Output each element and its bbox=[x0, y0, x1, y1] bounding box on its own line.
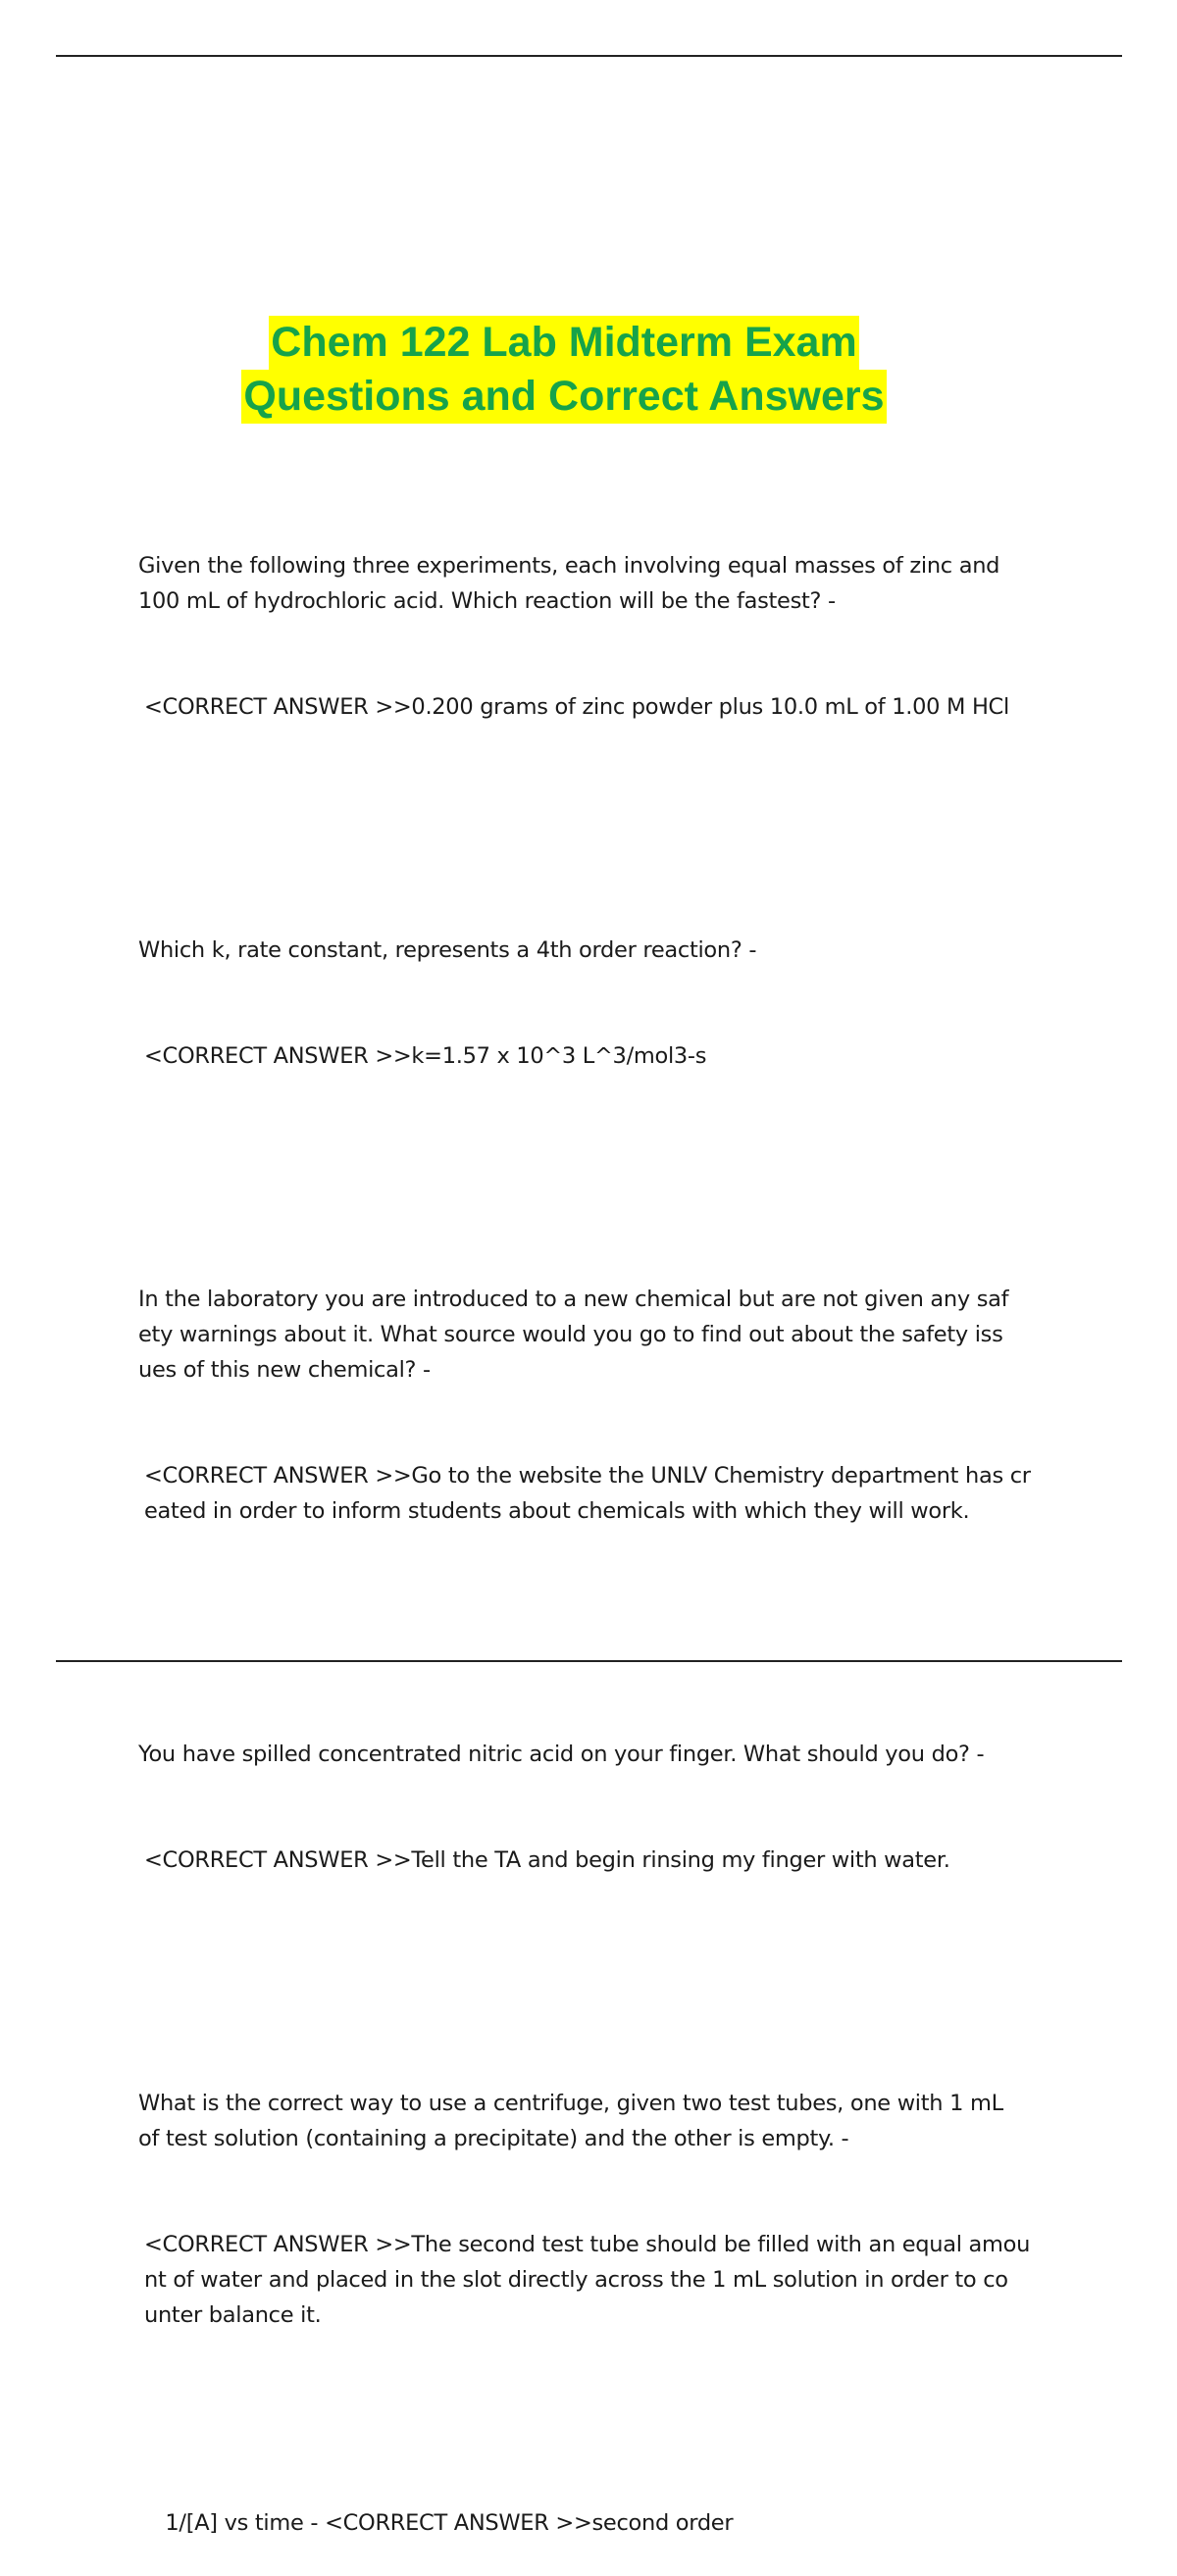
answer-text: <CORRECT ANSWER >>0.200 grams of zinc powder plus 10.0 mL of 1.00 M HCl bbox=[144, 694, 1009, 720]
qa-item bbox=[138, 478, 1041, 795]
question-text: In the laboratory you are introduced to a new chemical but are not given any saf ety warnings about it. What source would you go to find out about the safety iss ues of this new chemical? - bbox=[138, 1287, 1009, 1383]
question-text: You have spilled concentrated nitric acid on your finger. What should you do? - bbox=[138, 1742, 985, 1767]
question-text: 1/[A] vs time - bbox=[165, 2510, 326, 2536]
qa-item bbox=[138, 2470, 1041, 2576]
question-text: Given the following three experiments, each involving equal masses of zinc and 100 mL of hydrochloric acid. Which reaction will be the fastest? - bbox=[138, 553, 1000, 614]
title-line-2: Questions and Correct Answers bbox=[241, 370, 886, 424]
question-text: What is the correct way to use a centrifuge, given two test tubes, one with 1 mL of test solution (containing a precipitate) and the other is empty. - bbox=[138, 2091, 1003, 2151]
answer-text: <CORRECT ANSWER >>Tell the TA and begin rinsing my finger with water. bbox=[144, 1847, 950, 1873]
answer-text: <CORRECT ANSWER >>second order bbox=[325, 2510, 734, 2536]
answer-text: <CORRECT ANSWER >>k=1.57 x 10^3 L^3/mol3-s bbox=[144, 1043, 707, 1069]
top-rule bbox=[56, 55, 1122, 57]
title-line-1: Chem 122 Lab Midterm Exam bbox=[269, 316, 858, 370]
qa-item bbox=[138, 862, 1041, 1144]
answer-text: <CORRECT ANSWER >>The second test tube should be filled with an equal amou nt of water and placed in the slot directly across the 1 mL solution in order to co unter balance it. bbox=[144, 2232, 1031, 2328]
answer-text: <CORRECT ANSWER >>Go to the website the UNLV Chemistry department has cr eated in order to inform students about chemicals with which they will work. bbox=[144, 1463, 1031, 1524]
document-title bbox=[0, 316, 1128, 424]
qa-item bbox=[138, 2015, 1041, 2403]
qa-item bbox=[138, 1211, 1041, 1599]
bottom-rule bbox=[56, 1660, 1122, 1662]
qa-list bbox=[138, 478, 1041, 2576]
qa-item bbox=[138, 1666, 1041, 1948]
question-text: Which k, rate constant, represents a 4th order reaction? - bbox=[138, 937, 757, 963]
